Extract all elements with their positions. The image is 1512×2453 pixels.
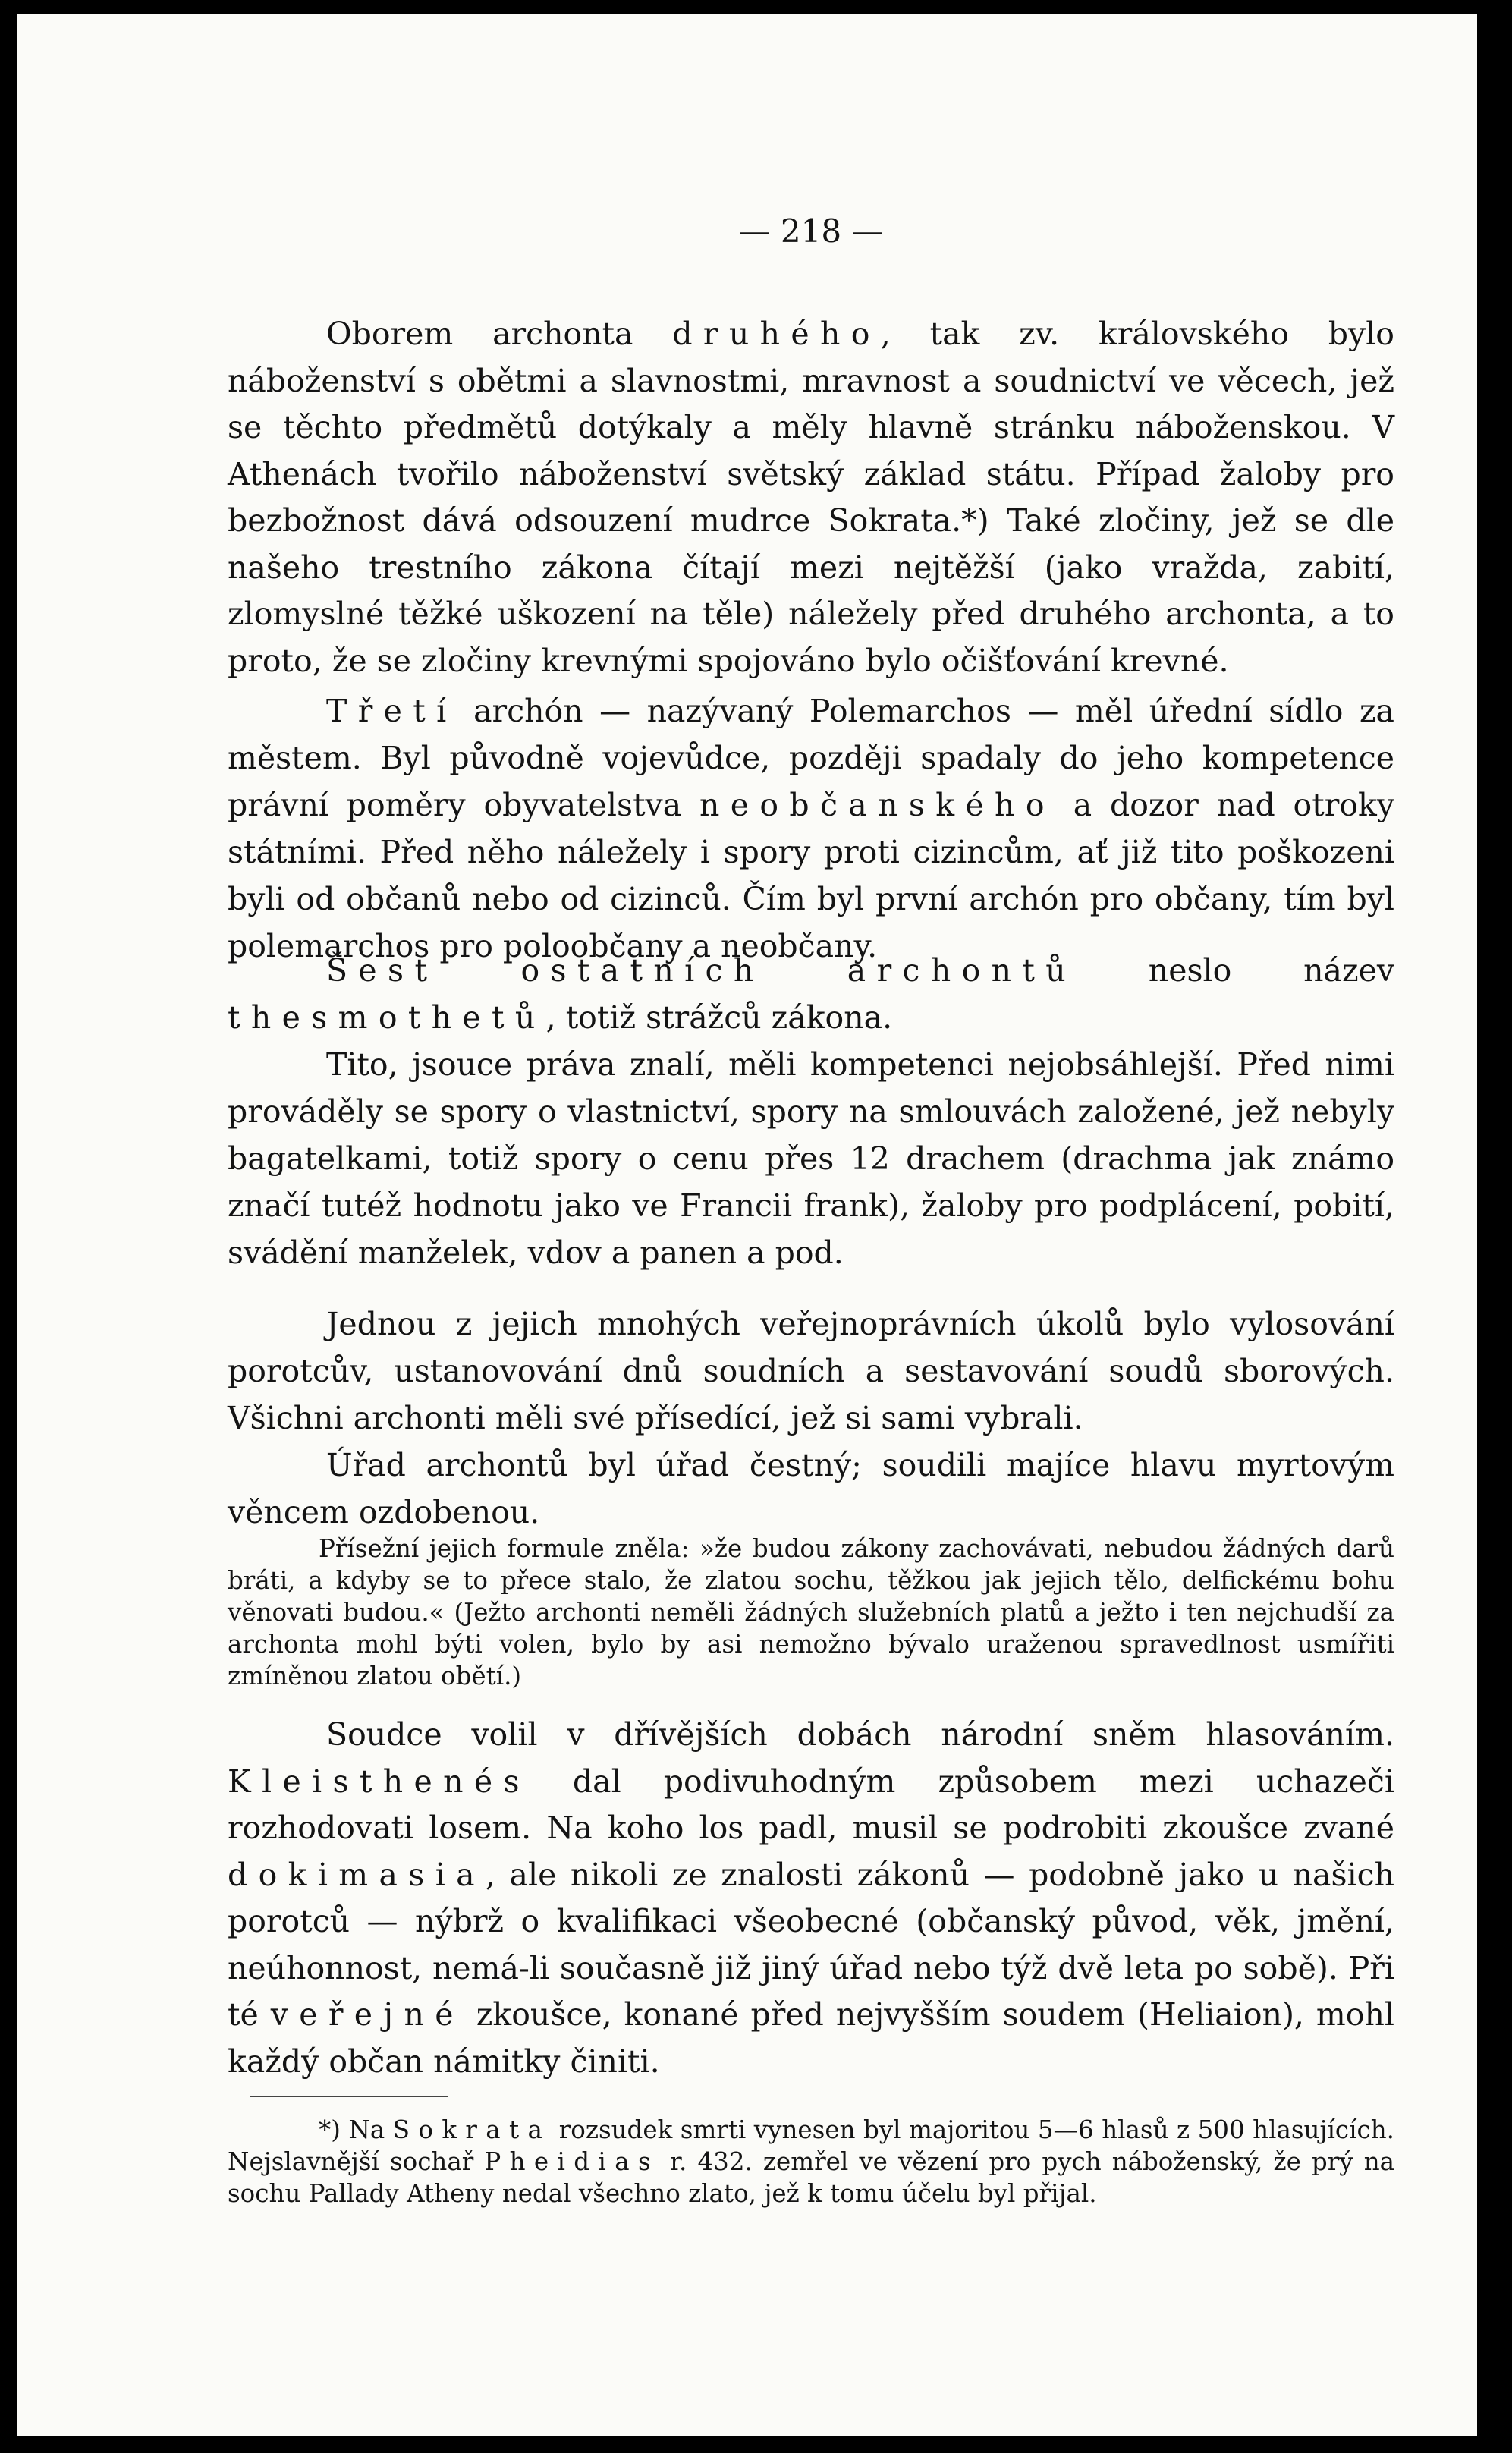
spaced-term: neobčanského	[699, 787, 1055, 823]
footnote-divider	[250, 2096, 448, 2097]
paragraph-competence: Tito, jsouce práva znalí, měli kompetenci nejobsáhlejší. Před nimi prováděly se spory o vlastnictví, spory na smlouvách založené, jež nebyly bagatelkami, totiž spory o cenu přes 12 drachem (drachma jak známo značí tutéž hodnotu jako ve Francii frank), žaloby pro podplácení, pobití, svádění manželek, vdov a panen a pod.	[228, 1046, 1394, 1271]
spaced-term: Šest ostatních archontů	[326, 952, 1077, 989]
scanned-page	[17, 14, 1477, 2436]
paragraph-archon-third: Třetí archón — nazývaný Polemarchos — měl úřední sídlo za městem. Byl původně vojevůdce, později spadaly do jeho kompetence právní poměry obyvatelstva neobčanského a dozor nad otroky státními. Před něho náležely i spory proti cizincům, ať již tito poškozeni byli od občanů nebo od cizinců. Čím byl první archón pro občany, tím byl polemarchos pro poloobčany a neobčany.	[228, 693, 1395, 964]
spaced-term: druhého	[672, 316, 881, 352]
spaced-term: veřejné	[270, 1996, 464, 2033]
spaced-term: thesmothetů	[228, 999, 546, 1036]
spaced-term: Sokrata	[392, 2115, 552, 2144]
footnote: *) Na Sokrata rozsudek smrti vynesen byl majoritou 5—6 hlasů z 500 hlasujících. Nejslavnější sochař Pheidias r. 432. zemřel ve vězení pro pych náboženský, že prý na sochu Pallady Atheny nedal všechno zlato, jež k tomu účelu byl přijal.	[228, 2115, 1395, 2208]
paragraph-oath: Přísežní jejich formule zněla: »že budou zákony zachovávati, nebudou žádných darů bráti, a kdyby se to přece stalo, že zlatou sochu, těžkou jak jejich tělo, delfickému bohu věnovati budou.« (Ježto archonti neměli žádných služebních platů a ježto i ten nejchudší za archonta mohl býti volen, bylo by asi nemožno bývalo uraženou spravedlnost usmířiti zmíněnou zlatou obětí.)	[228, 1534, 1394, 1690]
paragraph-honorary-office: Úřad archontů byl úřad čestný; soudili majíce hlavu myrtovým věncem ozdobenou.	[228, 1447, 1394, 1530]
paragraph-selection: Soudce volil v dřívějších dobách národní sněm hlasováním. Kleisthenés dal podivuhodným způsobem mezi uchazeči rozhodovati losem. Na koho los padl, musil se podrobiti zkoušce zvané dokimasia, ale nikoli ze znalosti zákonů — podobně jako u našich porotců — nýbrž o kvalifikaci všeobecné (občanský původ, věk, jmění, neúhonnost, nemá-li současně již jiný úřad nebo týž dvě leta po sobě). Při té veřejné zkoušce, konané před nejvyšším soudem (Heliaion), mohl každý občan námitky činiti.	[228, 1716, 1394, 2080]
paragraph-thesmothetes: Šest ostatních archontů neslo název thesmothetů, totiž strážců zákona.	[228, 952, 1395, 1036]
spaced-term: Třetí	[326, 693, 457, 729]
spaced-term: dokimasia	[228, 1856, 486, 1893]
spaced-term: Pheidias	[484, 2147, 660, 2176]
paragraph-archon-second: Oborem archonta druhého, tak zv. královského bylo náboženství s obětmi a slavnostmi, mravnost a soudnictví ve věcech, jež se těchto předmětů dotýkaly a měly hlavně stránku náboženskou. V Athenách tvořilo náboženství světský základ státu. Případ žaloby pro bezbožnost dává odsouzení mudrce Sokrata.*) Také zločiny, jež se dle našeho trestního zákona čítají mezi nejtěžší (jako vražda, zabití, zlomyslné těžké uškození na těle) náležely před druhého archonta, a to proto, že se zločiny krevnými spojováno bylo očišťování krevné.	[228, 316, 1394, 679]
page-number: — 218 —	[738, 212, 884, 250]
spaced-term: Kleisthenés	[228, 1763, 530, 1800]
paragraph-duties: Jednou z jejich mnohých veřejnoprávních úkolů bylo vylosování porotcův, ustanovování dnů soudních a sestavování soudů sborových. Všichni archonti měli své přísedící, jež si sami vybrali.	[228, 1306, 1394, 1436]
